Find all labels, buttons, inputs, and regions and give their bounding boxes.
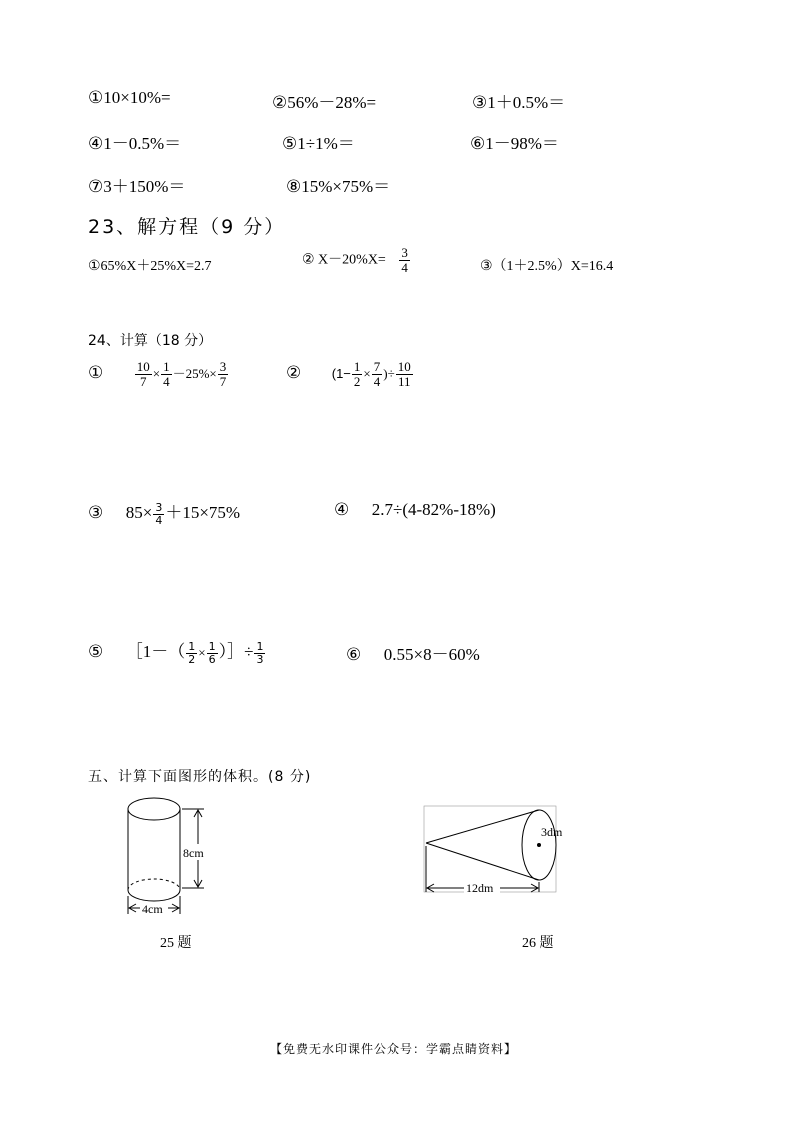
height-label: 8cm: [183, 846, 204, 860]
q22-item-2: ②56%－28%=: [272, 93, 377, 112]
q23-equation-3: ③（1＋2.5%）X=16.4: [480, 259, 614, 274]
fraction-denominator: 6: [208, 652, 216, 666]
fraction-denominator: 11: [397, 373, 411, 389]
q24-problem-3: [88, 498, 240, 526]
problem-number: ③: [88, 503, 104, 522]
section-5-title: 五、计算下面图形的体积。(8 分): [88, 769, 312, 785]
problem-number: ①: [88, 363, 104, 383]
cylinder-bottom-back: [128, 879, 180, 890]
fraction-denominator: 7: [140, 373, 147, 389]
q24-problem-5: [88, 637, 266, 665]
cone-figure: [420, 800, 563, 900]
fraction-numerator: 10: [397, 359, 411, 374]
q22-item-7: ⑦3＋150%＝: [88, 177, 186, 196]
fraction: [352, 360, 363, 388]
cylinder-top-ellipse: [128, 798, 180, 820]
cylinder-figure: [118, 792, 218, 922]
footer-note: 【免费无水印课件公众号：学霸点睛资料】: [270, 1042, 518, 1056]
operator: ）］÷: [218, 642, 254, 661]
operator: )÷: [383, 366, 395, 382]
fraction-numerator: 3: [219, 359, 227, 374]
length-label: 12dm: [466, 881, 494, 895]
width-label: 4cm: [142, 902, 163, 916]
fraction: [135, 360, 152, 388]
fraction-numerator: 7: [373, 359, 381, 374]
q22-item-4: ④1－0.5%＝: [88, 134, 182, 153]
q24-problem-2: [286, 360, 414, 388]
operator: ［1－（: [125, 642, 186, 661]
fraction: [218, 360, 229, 388]
q24-problem-6: [346, 640, 480, 665]
q22-item-3: ③1＋0.5%＝: [472, 93, 566, 112]
base-center-dot: [537, 843, 541, 847]
expression-part: 85×: [125, 503, 153, 522]
expression: 2.7÷(4-82%-18%): [371, 500, 496, 519]
fraction-numerator: 1: [256, 640, 264, 654]
q23-eq2-lhs: ② X－20%X=: [302, 252, 386, 268]
expression: 0.55×8－60%: [383, 645, 480, 664]
fraction: [207, 641, 218, 665]
fraction: [161, 360, 172, 388]
q22-item-1: ①10×10%=: [88, 88, 171, 107]
fraction-denominator: 4: [155, 513, 163, 527]
fraction: [153, 502, 164, 526]
fraction: [254, 641, 265, 665]
q23-equation-2: [302, 246, 411, 274]
q23-eq2-fraction: [399, 246, 410, 274]
q22-item-5: ⑤1÷1%＝: [282, 134, 355, 153]
radius-label: 3dm: [541, 825, 563, 839]
q23-title: 23、解方程（9 分）: [88, 216, 286, 238]
operator: ×: [152, 366, 161, 382]
fraction-denominator: 2: [353, 373, 361, 389]
operator: ×: [363, 366, 371, 382]
q24-problem-4: [334, 500, 496, 520]
fraction-numerator: 1: [188, 640, 196, 654]
fraction-denominator: 7: [219, 373, 227, 389]
fraction-numerator: 10: [136, 359, 150, 374]
operator: ×: [198, 645, 206, 660]
q24-problem-1: [88, 360, 229, 388]
fraction-denominator: 2: [188, 652, 196, 666]
problem-number: ④: [334, 500, 350, 519]
problem-number: ⑤: [88, 642, 104, 661]
q24-title: 24、计算（18 分）: [88, 333, 213, 349]
cylinder-bottom-front: [128, 890, 180, 901]
fraction-denominator: 3: [256, 652, 264, 666]
fraction: [396, 360, 413, 388]
fraction-numerator: 1: [163, 359, 170, 374]
operator: －25%×: [172, 366, 217, 382]
fraction-denominator: 4: [401, 259, 408, 275]
fraction-numerator: 3: [155, 501, 163, 515]
operator: (1−: [331, 366, 351, 382]
q22-item-6: ⑥1－98%＝: [470, 134, 559, 153]
expression-part: ＋15×75%: [165, 503, 241, 522]
problem-number: ⑥: [346, 645, 362, 664]
fraction-numerator: 1: [353, 359, 361, 374]
q22-item-8: ⑧15%×75%＝: [286, 177, 391, 196]
figure-25-caption: 25 题: [160, 936, 192, 951]
fraction: [186, 641, 197, 665]
fraction: [372, 360, 383, 388]
fraction-numerator: 1: [208, 640, 216, 654]
fraction-denominator: 4: [163, 373, 170, 389]
q23-equation-1: ①65%X＋25%X=2.7: [88, 259, 212, 274]
fraction-numerator: 3: [401, 245, 408, 260]
fraction-denominator: 4: [373, 373, 381, 389]
problem-number: ②: [286, 363, 302, 383]
figure-26-caption: 26 题: [522, 936, 554, 951]
